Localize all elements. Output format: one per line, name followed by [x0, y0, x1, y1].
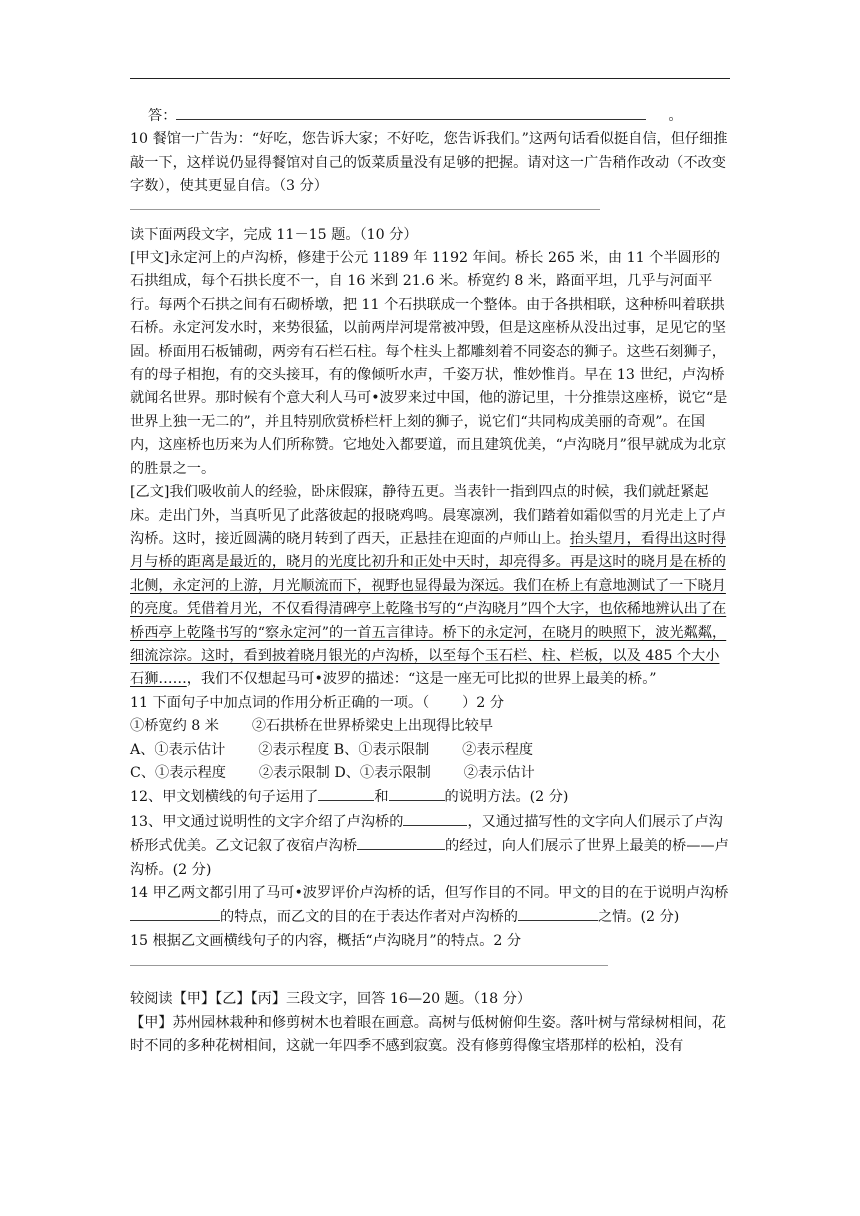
q13-blank-2[interactable] [357, 834, 445, 850]
q13-blank-1[interactable] [403, 810, 467, 826]
answer-label: 答： [148, 108, 177, 124]
passage-jia: [甲文]永定河上的卢沟桥，修建于公元 1189 年 1192 年间。桥长 265 米，由 11 个半圆形的石拱组成，每个石拱长度不一，自 16 米到 21.6 米。桥宽约 8 米，路面平坦，几乎与河面平行。每两个石拱之间有石砌桥墩，把 11 个石拱联成一个整体。由于各拱相联，这种桥叫着联拱石桥。永定河发水时，来势很猛，以前两岸河堤常被冲毁，但是这座桥从没出过事，足见它的坚固。桥面用石板铺砌，两旁有石栏石柱。每个柱头上都雕刻着不同姿态的狮子。这些石刻狮子，有的母子相抱，有的交头接耳，有的像倾听水声，千姿万状，惟妙惟肖。早在 13 世纪，卢沟桥就闻名世界。那时候有个意大利人马可•波罗来过中国，他的游记里，十分推崇这座桥，说它“是世界上独一无二的”，并且特别欣赏桥栏杆上刻的狮子，说它们“共同构成美丽的奇观”。在国内，这座桥也历来为人们所称赞。它地处入都要道，而且建筑优美，“卢沟晓月”很早就成为北京的胜景之一。 [130, 250, 728, 477]
question-12: 12、甲文划横线的句子运用了 和 的说明方法。(2 分) [130, 785, 730, 809]
section2-intro: 较阅读【甲】【乙】【丙】三段文字，回答 16—20 题。（18 分） [130, 991, 532, 1008]
q12-blank-1[interactable] [318, 785, 374, 801]
passage-yi [130, 481, 730, 692]
question-13: 13、甲文通过说明性的文字介绍了卢沟桥的 ，又通过描写性的文字向人们展示了卢沟桥形式优美。乙文记叙了夜宿卢沟桥 的经过，向人们展示了世界上最美的桥——卢沟桥。(2 分) [130, 810, 730, 882]
question-15: 15 根据乙文画横线句子的内容，概括“卢沟晓月”的特点。2 分 [130, 932, 522, 949]
question-11: 11 下面句子中加点词的作用分析正确的一项。（ ）2 分 [130, 694, 505, 711]
q11-sentences: ①桥宽约 8 米 ②石拱桥在世界桥梁史上出现得比较早 [130, 718, 494, 735]
q11-options-ab: A、①表示估计 ②表示程度 B、①表示限制 ②表示程度 [130, 741, 534, 758]
q14-blank-1[interactable] [130, 905, 220, 921]
q9-answer-line [130, 104, 730, 128]
answer-blank[interactable] [176, 104, 646, 120]
answer-end: 。 [668, 108, 683, 124]
q12-blank-2[interactable] [389, 785, 445, 801]
page-content [130, 104, 730, 1058]
passage-yi-start: [乙文]我们吸收前人的经验，卧床假寐，静待五更。当表针一指到四点的时候，我们就赶紧起床。走出门外，当真听见了此落彼起的报晓鸡鸣。晨寒凛冽，我们踏着如霜似雪的月光走上了卢沟桥。这时，接近圆满的晓月转到了西天，正悬挂在迎面的卢师山上。 [130, 484, 726, 547]
section2-passage-jia: 【甲】苏州园林栽种和修剪树木也着眼在画意。高树与低树俯仰生姿。落叶树与常绿树相间，花时不同的多种花树相间，这就一年四季不感到寂寞。没有修剪得像宝塔那样的松柏，没有 [130, 1014, 726, 1055]
q14-blank-2[interactable] [518, 905, 598, 921]
header-rule [130, 78, 730, 79]
passage-yi-underlined: 抬头望月，看得出这时得月与桥的距离是最近的，晓月的光度比初升和正处中天时，却亮得多。再是这时的晓月是在桥的北侧，永定河的上游，月光顺流而下，视野也显得最为深远。我们在桥上有意地测试了一下晓月的亮度。凭借着月光，不仅看得清碑亭上乾隆书写的“卢沟晓月”四个大字，也依稀地辨认出了在桥西亭上乾隆书写的“察永定河”的一首五言律诗。桥下的永定河，在晓月的映照下，波光粼粼，细流淙淙。这时，看到披着晓月银光的卢沟桥，以至每个玉石栏、柱、栏板，以及 485 个大小石狮…… [130, 530, 727, 688]
passage-yi-end: ，我们不仅想起马可•波罗的描述：“这是一座无可比拟的世界上最美的桥。” [186, 671, 657, 688]
section1-intro: 读下面两段文字，完成 11－15 题。（10 分） [130, 226, 418, 243]
question-14: 14 甲乙两文都引用了马可•波罗评价卢沟桥的话，但写作目的不同。甲文的目的在于说明卢沟桥的特点，而乙文的目的在于表达作者对卢沟桥的 之情。(2 分) [130, 885, 729, 926]
question-10: 10 餐馆一广告为：“好吃，您告诉大家；不好吃，您告诉我们。”这两句话看似挺自信，但仔细推敲一下，这样说仍显得餐馆对自己的饭菜质量没有足够的把握。请对这一广告稍作改动（不改变字数），使其更显自信。（3 分） [130, 131, 728, 195]
q11-options-cd: C、①表示程度 ②表示限制 D、①表示限制 ②表示估计 [130, 764, 535, 781]
